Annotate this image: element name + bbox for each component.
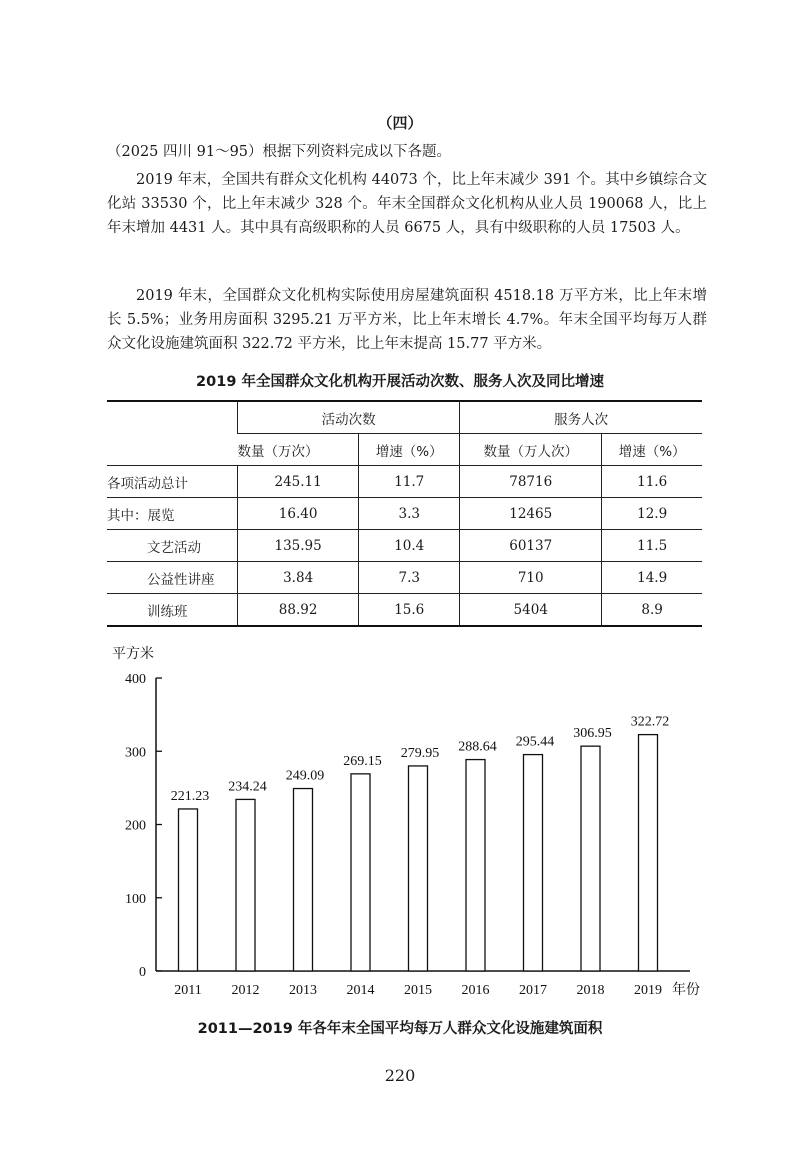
paragraph-2: 2019 年末，全国群众文化机构实际使用房屋建筑面积 4518.18 万平方米，比上年末增长 5.5%；业务用房面积 3295.21 万平方米，比上年末增长 4.7%。年末全国平均每万人群众文化设施建筑面积 322.72 平方米，比上年末提高 15.77 平方米。	[107, 288, 707, 352]
paragraph-1: 2019 年末，全国共有群众文化机构 44073 个，比上年末减少 391 个。其中乡镇综合文化站 33530 个，比上年末减少 328 个。年末全国群众文化机构从业人员 190068 人，比上年末增加 4431 人。其中具有高级职称的人员 6675 人，具有中级职称的人员 17503 人。	[107, 172, 707, 236]
cell: 710	[460, 562, 602, 594]
chart-title: 2011—2019 年各年末全国平均每万人群众文化设施建筑面积	[197, 1021, 603, 1037]
cell: 3.84	[238, 562, 359, 594]
table-title: 2019 年全国群众文化机构开展活动次数、服务人次及同比增速	[196, 374, 604, 390]
col-header-count: 数量（万次）	[238, 434, 359, 466]
bar-value-label: 306.95	[573, 726, 612, 742]
row-label: 其中：展览	[107, 498, 238, 530]
x-tick-label: 2015	[404, 983, 432, 998]
cell: 7.3	[359, 562, 460, 594]
y-tick-label: 100	[125, 891, 146, 907]
cell: 14.9	[602, 562, 702, 594]
cell: 11.7	[359, 466, 460, 498]
bar-value-label: 322.72	[630, 714, 670, 730]
row-label: 各项活动总计	[107, 466, 238, 498]
col-header-visits: 数量（万人次）	[460, 434, 602, 466]
cell: 5404	[460, 594, 602, 627]
x-axis-label: 年份	[672, 982, 700, 998]
x-tick-label: 2012	[231, 983, 260, 998]
cell: 135.95	[238, 530, 359, 562]
x-tick-label: 2013	[289, 983, 317, 998]
table-row	[107, 594, 702, 627]
x-tick-label: 2017	[519, 983, 547, 998]
cell: 12465	[460, 498, 602, 530]
bar	[581, 746, 600, 971]
intro-text: （2025 四川 91～95）根据下列资料完成以下各题。	[107, 144, 452, 160]
x-tick-label: 2011	[174, 983, 202, 998]
bar	[294, 789, 313, 971]
bar	[524, 755, 543, 971]
bar-value-label: 221.23	[170, 788, 210, 804]
cell: 88.92	[238, 594, 359, 627]
bar-value-label: 234.24	[228, 779, 267, 795]
page-number: 220	[384, 1066, 416, 1085]
x-tick-label: 2019	[634, 983, 662, 998]
cell: 8.9	[602, 594, 702, 627]
bar-value-label: 269.15	[343, 753, 382, 769]
x-tick-label: 2018	[576, 983, 605, 998]
cell: 16.40	[238, 498, 359, 530]
cell: 12.9	[602, 498, 702, 530]
bar-value-label: 295.44	[515, 734, 555, 750]
bar-value-label: 288.64	[458, 739, 497, 755]
cell: 11.6	[602, 466, 702, 498]
table-row	[107, 466, 702, 498]
bar-value-label: 279.95	[400, 745, 440, 761]
bar-chart-svg	[90, 640, 730, 1000]
bar	[409, 766, 428, 971]
table-row	[107, 530, 702, 562]
row-label: 公益性讲座	[107, 562, 238, 594]
x-tick-label: 2016	[461, 983, 490, 998]
table-corner	[107, 401, 238, 466]
y-tick-label: 300	[125, 745, 146, 761]
x-tick-label: 2014	[346, 983, 375, 998]
activity-table	[107, 400, 702, 627]
bar	[179, 809, 198, 971]
bar	[351, 774, 370, 971]
cell: 15.6	[359, 594, 460, 627]
cell: 60137	[460, 530, 602, 562]
bar	[236, 799, 255, 971]
cell: 245.11	[238, 466, 359, 498]
y-tick-label: 400	[125, 672, 146, 687]
group-header-activities: 活动次数	[238, 401, 460, 434]
y-tick-label: 0	[139, 965, 146, 980]
bar-chart	[90, 640, 730, 1000]
row-label: 文艺活动	[107, 530, 238, 562]
section-heading: （四）	[377, 114, 423, 132]
cell: 3.3	[359, 498, 460, 530]
cell: 10.4	[359, 530, 460, 562]
y-tick-label: 200	[125, 818, 146, 834]
col-header-growth: 增速（%）	[359, 434, 460, 466]
cell: 78716	[460, 466, 602, 498]
y-axis-label: 平方米	[112, 646, 154, 662]
bar	[466, 760, 485, 971]
col-header-visit-growth: 增速（%）	[602, 434, 702, 466]
table-row	[107, 498, 702, 530]
bar-value-label: 249.09	[285, 768, 325, 784]
cell: 11.5	[602, 530, 702, 562]
bar	[639, 735, 658, 971]
row-label: 训练班	[107, 594, 238, 627]
table-row	[107, 562, 702, 594]
group-header-visitors: 服务人次	[460, 401, 702, 434]
